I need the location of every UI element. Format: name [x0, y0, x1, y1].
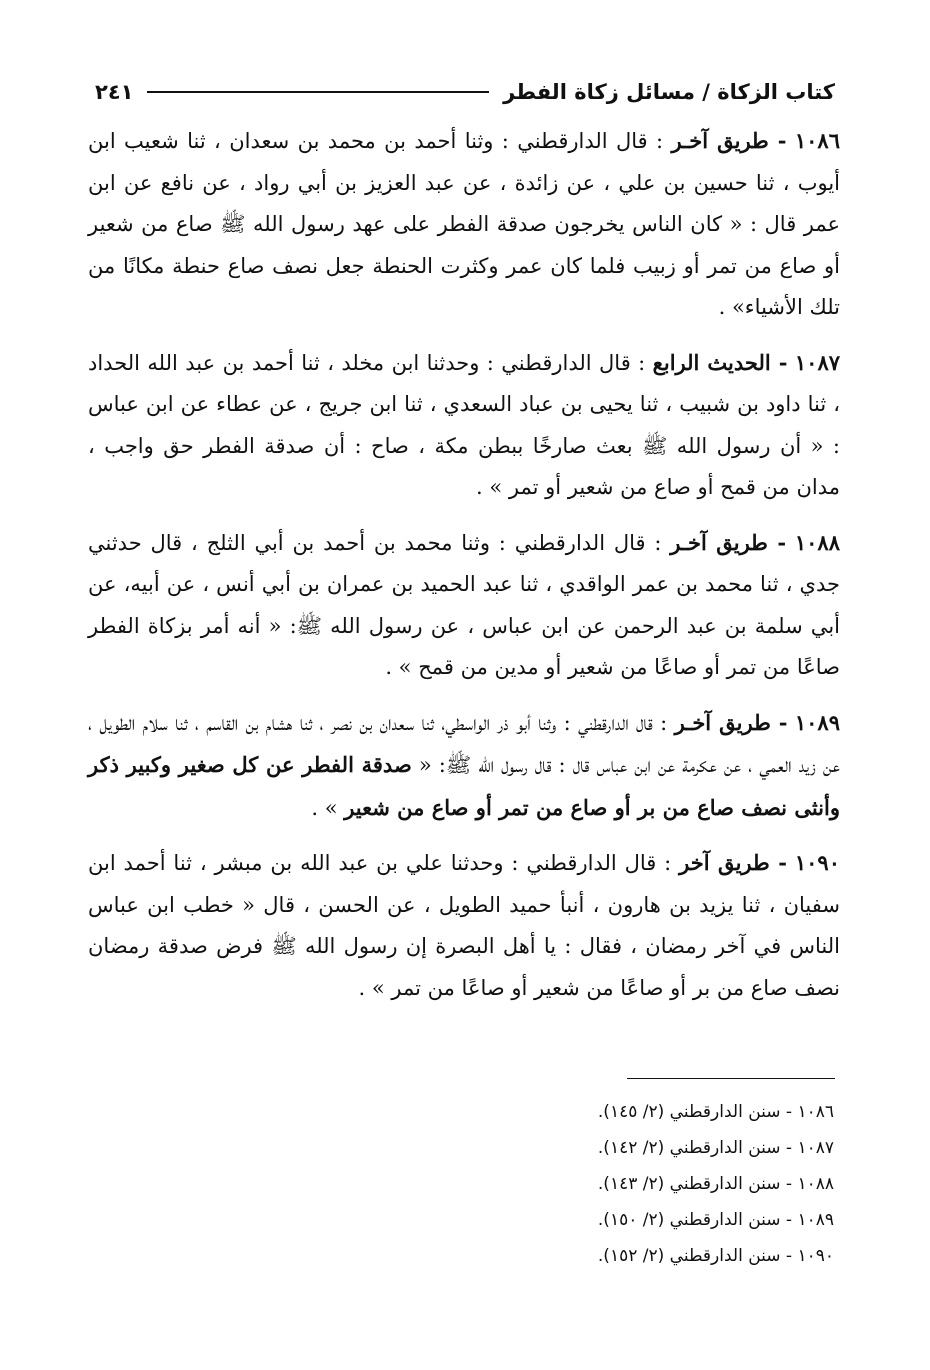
entry-number: ١٠٨٧: [794, 349, 841, 375]
footnote: ١٠٨٧ - سنن الدارقطني (٢/ ١٤٢).: [597, 1138, 834, 1158]
footnote: ١٠٩٠ - سنن الدارقطني (٢/ ١٥٢).: [597, 1246, 834, 1266]
footnote: ١٠٨٦ - سنن الدارقطني (٢/ ١٤٥).: [597, 1102, 834, 1122]
entry-heading: طريق آخـر: [670, 529, 768, 555]
footnote: ١٠٨٨ - سنن الدارقطني (٢/ ١٤٣).: [597, 1174, 834, 1194]
entry-text: : قال الدارقطني : وثنا أحمد بن محمد بن سعدان ، ثنا شعيب ابن أيوب ، ثنا حسين بن علي ، عن زائدة ، عن عبد العزيز بن أبي رواد ، عن نافع عن ابن عمر قال : « كان الناس يخرجون صدقة الفطر على عهد رسول الله ﷺ صاع من شعير أو صاع من تمر أو زبيب فلما كان عمر وكثرت الحنطة جعل نصف صاع حنطة مكانًا من تلك الأشياء» .: [88, 129, 840, 319]
entry-heading: طريق آخـر: [674, 709, 771, 735]
entry-number: ١٠٨٨: [794, 529, 840, 555]
entry-number: ١٠٩٠: [794, 850, 840, 875]
hadith-entry-1088: ١٠٨٨ - طريق آخـر : قال الدارقطني : وثنا محمد بن أحمد بن أبي الثلج ، قال حدثني جدي ، ثنا محمد بن عمر الواقدي ، ثنا عبد الحميد بن عمران بن أبي أنس ، عن أبيه، عن أبي سلمة بن عبد الرحمن عن ابن عباس ، عن رسول الله ﷺ: « أنه أمر بزكاة الفطر صاعًا من تمر أو صاعًا من شعير أو مدين من قمح » .: [88, 529, 840, 679]
running-title: كتاب الزكاة / مسائل زكاة الفطر: [503, 80, 835, 104]
hadith-entry-1087: ١٠٨٧ - الحديث الرابع : قال الدارقطني : وحدثنا ابن مخلد ، ثنا أحمد بن عبد الله الحداد ، ثنا داود بن شبيب ، ثنا يحيى بن عباد السعدي ، ثنا ابن جريج ، عن عطاء عن ابن عباس : « أن رسول الله ﷺ بعث صارخًا ببطن مكة ، صاح : أن صدقة الفطر حق واجب ، مدان من قمح أو صاع من شعير أو تمر » .: [88, 349, 841, 499]
entry-heading: طريق آخر: [679, 850, 770, 875]
hadith-entry-1086: ١٠٨٦ - طريق آخـر : قال الدارقطني : وثنا أحمد بن محمد بن سعدان ، ثنا شعيب ابن أيوب ، ثنا حسين بن علي ، عن زائدة ، عن عبد العزيز بن أبي رواد ، عن نافع عن ابن عمر قال : « كان الناس يخرجون صدقة الفطر على عهد رسول الله ﷺ صاع من شعير أو صاع من تمر أو زبيب فلما كان عمر وكثرت الحنطة جعل نصف صاع حنطة مكانًا من تلك الأشياء» .: [88, 128, 840, 319]
entry-text: : قال الدارقطني : وحدثنا علي بن عبد الله بن مبشر ، ثنا أحمد ابن سفيان ، ثنا يزيد بن هارون ، أنبأ حميد الطويل ، عن الحسن ، قال « خطب ابن عباس الناس في آخر رمضان ، فقال : يا أهل البصرة إن رسول الله ﷺ فرض صدقة رمضان نصف صاع من بر أو صاعًا من شعير أو صاعًا من تمر » .: [88, 851, 840, 1000]
entry-text: : قال الدارقطني : وثنا محمد بن أحمد بن أبي الثلج ، قال حدثني جدي ، ثنا محمد بن عمر الواقدي ، ثنا عبد الحميد بن عمران بن أبي أنس ، عن أبيه، عن أبي سلمة بن عبد الرحمن عن ابن عباس ، عن رسول الله ﷺ: « أنه أمر بزكاة الفطر صاعًا من تمر أو صاعًا من شعير أو مدين من قمح » .: [88, 530, 840, 679]
entry-text-end: » .: [311, 795, 345, 820]
entry-number: ١٠٨٩: [794, 709, 840, 735]
footnote: ١٠٨٩ - سنن الدارقطني (٢/ ١٥٠).: [597, 1210, 834, 1230]
entry-heading: الحديث الرابع: [652, 349, 771, 375]
entry-heading: طريق آخـر: [671, 128, 769, 153]
footnotes: [420, 1094, 834, 1274]
running-header: [95, 72, 835, 112]
hadith-entry-1089: ١٠٨٩ - طريق آخـر : قال الدارقطني : وثنا أبو ذر الواسطي، ثنا سعدان بن نصر ، ثنا هشام بن القاسم ، ثنا سلام الطويل ، عن زيد العمي ، عن عكرمة عن ابن عباس قال : قال رسول الله ﷺ: « صدقة الفطر عن كل صغير وكبير ذكر وأنثى نصف صاع من بر أو صاع من تمر أو صاع من شعير » .: [88, 709, 840, 820]
hadith-text-bold: صدقة الفطر عن كل صغير وكبير ذكر وأنثى نصف صاع من بر أو صاع من تمر أو صاع من شعير: [88, 752, 840, 820]
entry-number: ١٠٨٦: [794, 128, 840, 153]
main-text: [88, 120, 840, 1022]
page-number: ٢٤١: [95, 80, 134, 104]
entry-text: : قال الدارقطني : وحدثنا ابن مخلد ، ثنا أحمد بن عبد الله الحداد ، ثنا داود بن شبيب ، ثنا يحيى بن عباد السعدي ، ثنا ابن جريج ، عن عطاء عن ابن عباس : « أن رسول الله ﷺ بعث صارخًا ببطن مكة ، صاح : أن صدقة الفطر حق واجب ، مدان من قمح أو صاع من شعير أو تمر » .: [88, 350, 840, 499]
entry-text: : قال الدارقطني : وثنا أبو ذر الواسطي، ثنا سعدان بن نصر ، ثنا هشام بن القاسم ، ثنا سلام الطويل ، عن زيد العمي ، عن عكرمة عن ابن عباس قال : قال رسول الله ﷺ: «: [88, 710, 840, 777]
footnote-rule: [627, 1078, 835, 1079]
header-rule: [147, 91, 489, 93]
hadith-entry-1090: ١٠٩٠ - طريق آخر : قال الدارقطني : وحدثنا علي بن عبد الله بن مبشر ، ثنا أحمد ابن سفيان ، ثنا يزيد بن هارون ، أنبأ حميد الطويل ، عن الحسن ، قال « خطب ابن عباس الناس في آخر رمضان ، فقال : يا أهل البصرة إن رسول الله ﷺ فرض صدقة رمضان نصف صاع من بر أو صاعًا من شعير أو صاعًا من تمر » .: [88, 850, 840, 1000]
